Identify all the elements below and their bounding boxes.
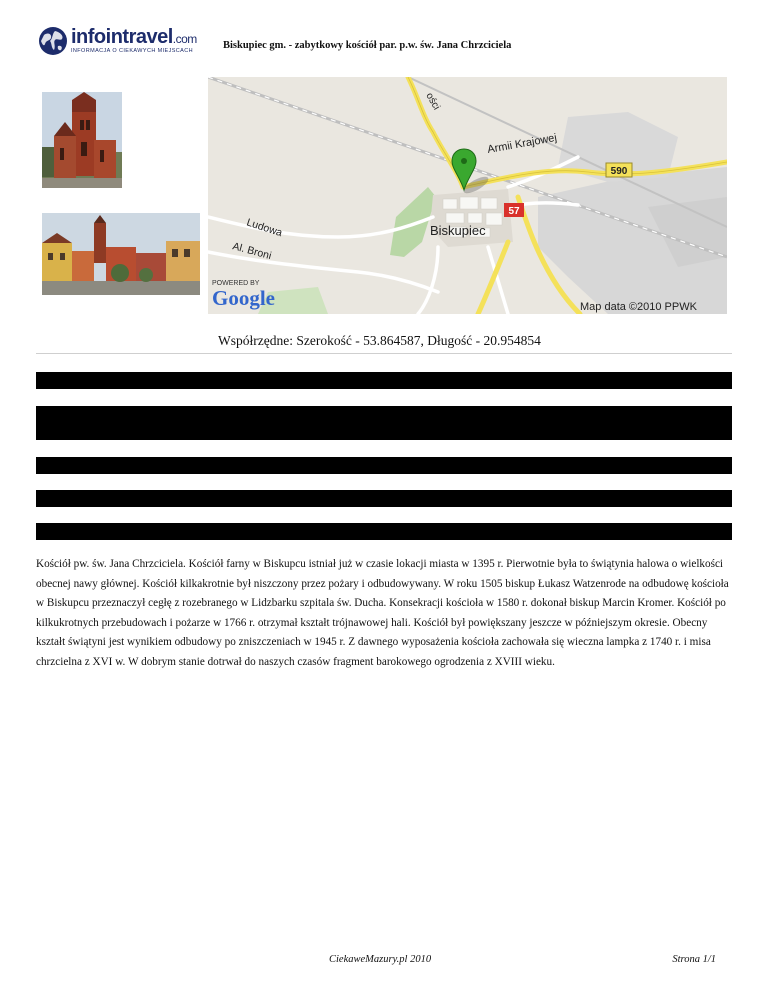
- map-label-road-57: 57: [508, 206, 520, 217]
- logo-name: infointravel: [71, 26, 173, 48]
- redacted-block: [36, 372, 732, 389]
- redacted-block: [36, 457, 732, 474]
- town-square-photo: [42, 213, 200, 295]
- powered-by-label: POWERED BY: [212, 280, 260, 287]
- map-label-armii-krajowej: Armii Krajowej: [486, 131, 558, 156]
- coordinates-text: Współrzędne: Szerokość - 53.864587, Długość - 20.954854: [218, 333, 541, 348]
- page-title: Biskupiec gm. - zabytkowy kościół par. p.w. św. Jana Chrzciciela: [223, 40, 512, 51]
- logo-suffix: .com: [172, 32, 197, 46]
- map-label-street-top: ości: [423, 91, 442, 112]
- location-map[interactable]: [208, 77, 727, 314]
- map-label-road-590: 590: [610, 166, 628, 177]
- footer-page-number: Strona 1/1: [672, 954, 716, 965]
- logo-wordmark: [71, 26, 197, 50]
- map-attribution[interactable]: Map data ©2010 PPWK: [580, 301, 697, 313]
- redacted-block: [36, 490, 732, 507]
- globe-icon: [38, 26, 68, 56]
- map-label-ludowa: Ludowa: [245, 216, 284, 240]
- google-logo[interactable]: Google: [212, 286, 275, 310]
- church-description: Kościół pw. św. Jana Chrzciciela. Kościół farny w Biskupcu istniał już w czasie lokacji miasta w 1395 r. Pierwotnie była to świątynia halowa o wielkości obecnej nawy głównej. Kościół kilkakrotnie był niszczony przez pożary i odbudowywany. W roku 1505 biskup Łukasz Watzenrode na odbudowę kościoła w Biskupcu przeznaczył cegłę z rozebranego w Lidzbarku szpitala św. Ducha. Konsekracji kościoła w 1580 r. dokonał biskup Marcin Kromer. Kościół po kilkukrotnych przebudowach i pożarze w 1766 r. otrzymał kształt trójnawowej hali. Kościół był powiększany jeszcze w późniejszym okresie. Obecny kształt świątyni jest wynikiem odbudowy po zniszczeniach w 1945 r. Z dawnego wyposażenia kościoła zachowała się wieczna lampka z 1740 r. i misa chrzcielna z XVI w. W dobrym stanie dotrwał do naszych czasów fragment barokowego ogrodzenia z XVIII wieku.: [36, 558, 729, 668]
- redacted-block: [36, 406, 732, 440]
- footer-site: CiekaweMazury.pl 2010: [329, 954, 432, 965]
- redacted-block: [36, 523, 732, 540]
- church-photo-tower: [42, 92, 122, 188]
- divider: [36, 353, 732, 354]
- logo-tagline: INFORMACJA O CIEKAWYCH MIEJSCACH: [71, 48, 193, 54]
- map-label-al-broni: Al. Broni: [231, 240, 273, 263]
- site-logo[interactable]: [38, 26, 198, 60]
- map-label-town: Biskupiec: [430, 223, 486, 238]
